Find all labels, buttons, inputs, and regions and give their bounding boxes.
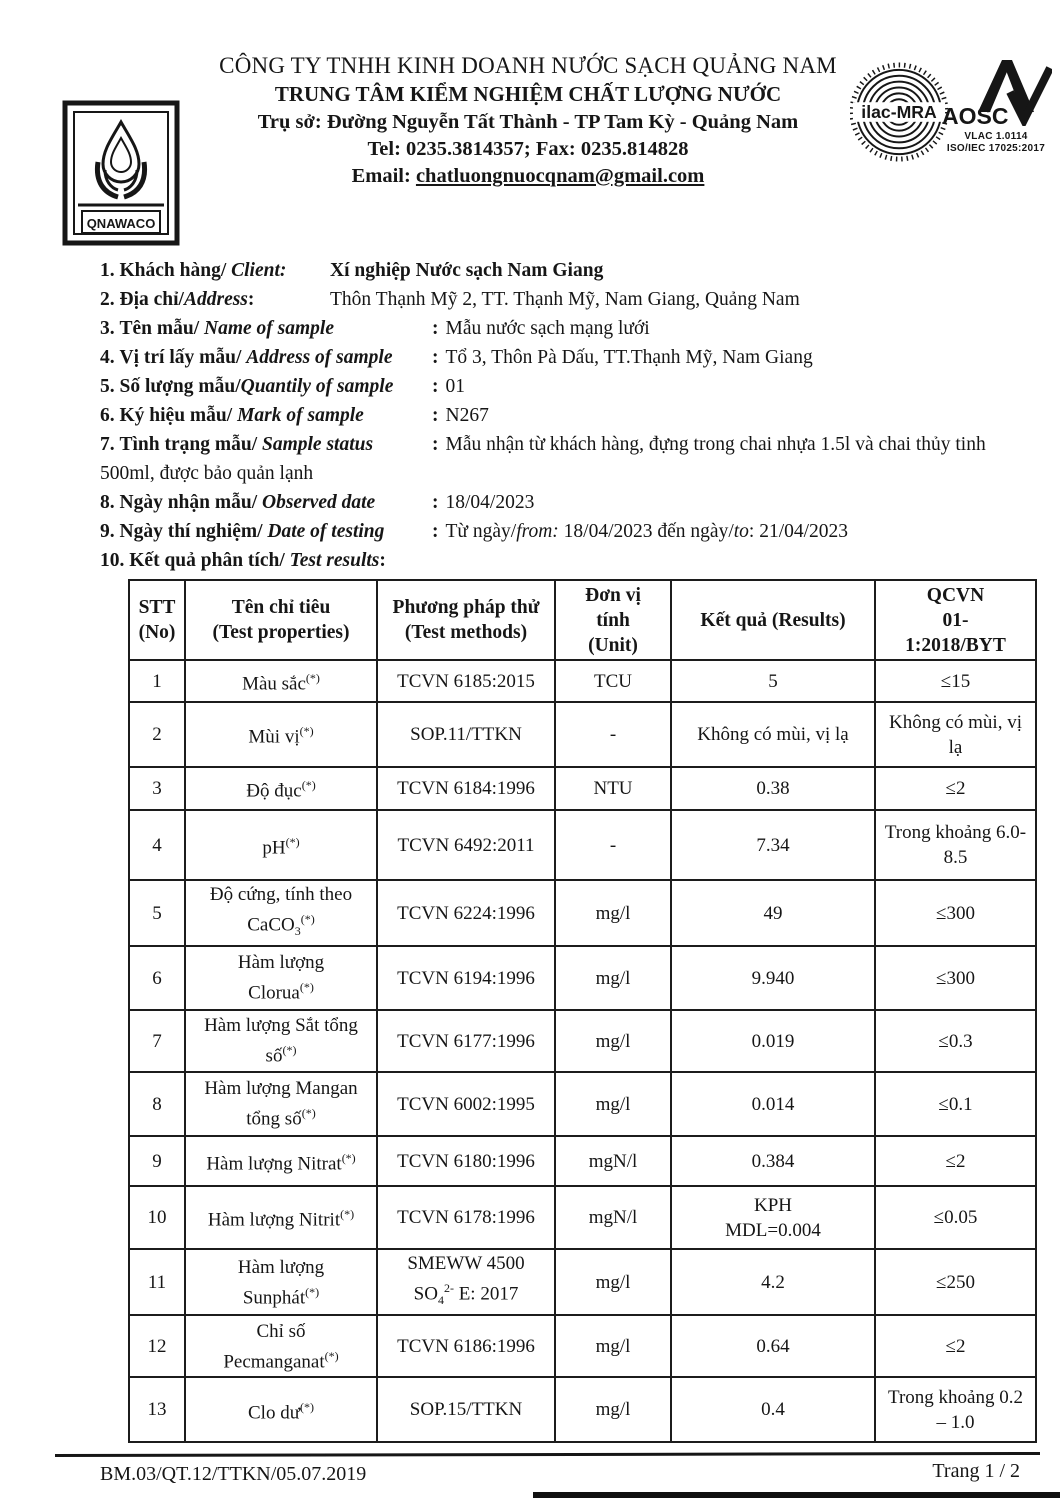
email-link[interactable]: chatluongnuocqnam@gmail.com [415,164,705,187]
cell-result: 0.019 [671,1010,875,1072]
cell-result: 5 [671,660,875,702]
email-label: Email: [351,164,411,187]
cell-limit: ≤250 [875,1249,1036,1315]
info-label-vi: Tình trạng mẫu/ [119,434,258,455]
table-row [129,1010,1036,1072]
aosc-iso-standard: ISO/IEC 17025:2017 [946,143,1046,154]
cell-unit: - [555,810,671,880]
info-label-en: Observed date [262,492,376,513]
cell-no: 6 [129,946,185,1010]
cell-property: Hàm lượng Nitrat(*) [185,1136,377,1186]
letterhead [0,0,1060,252]
cell-result: 0.4 [671,1377,875,1442]
qnawaco-logo-text: QNAWACO [86,216,156,231]
cell-method: TCVN 6492:2011 [377,810,555,880]
cell-method: SOP.15/TTKN [377,1377,555,1442]
col-header-property: Tên chỉ tiêu (Test properties) [185,580,377,660]
ilac-mra-logo [850,62,948,169]
info-label-vi: Kết quả phân tích/ [129,550,285,571]
info-row-sample-mark: 6. Ký hiệu mẫu/ Mark of sample : N267 [100,405,489,426]
info-label-vi: Tên mẫu/ [119,318,200,339]
info-value: N267 [445,405,489,426]
info-row-sample-name: 3. Tên mẫu/ Name of sample : Mẫu nước sạch mạng lưới [100,318,650,339]
info-label-vi: Số lượng mẫu/ [119,376,241,397]
info-label-vi: Ngày thí nghiệm/ [119,521,263,542]
info-label-en: Quantily of sample [240,376,394,397]
col-header-qcvn: QCVN 01- 1:2018/BYT [875,580,1036,660]
cell-result: 0.38 [671,767,875,810]
cell-result: 49 [671,880,875,946]
col-header-stt: STT (No) [129,580,185,660]
cell-property: Hàm lượng Clorua(*) [185,946,377,1010]
info-number: 5. [100,376,115,397]
table-row [129,1186,1036,1249]
info-row-sample-status: 7. Tình trạng mẫu/ Sample status : Mẫu nhận từ khách hàng, đựng trong chai nhựa 1.5l và chai thủy tinh 500ml, được bảo quản lạnh [100,434,986,484]
info-value: Tổ 3, Thôn Pà Dấu, TT.Thạnh Mỹ, Nam Giang [445,347,813,368]
info-number: 8. [100,492,115,513]
info-number: 3. [100,318,115,339]
cell-no: 13 [129,1377,185,1442]
cell-unit: mg/l [555,946,671,1010]
aosc-accreditation-code: VLAC 1.0114 [964,131,1028,142]
cell-result: 0.64 [671,1315,875,1377]
cell-limit: ≤0.1 [875,1072,1036,1136]
info-label-en: Name of sample [204,318,334,339]
cell-method: SMEWW 4500 $SO_4^{2-}$ E: 2017 [377,1249,555,1315]
info-label-vi: Địa chỉ/ [119,289,184,310]
cell-method: TCVN 6178:1996 [377,1186,555,1249]
table-row [129,1377,1036,1442]
cell-method: TCVN 6184:1996 [377,767,555,810]
cell-property: Hàm lượng Nitrit(*) [185,1186,377,1249]
cell-no: 3 [129,767,185,810]
cell-property: Hàm lượng Mangan tổng số(*) [185,1072,377,1136]
cell-unit: - [555,702,671,767]
ilac-mra-icon [850,62,948,164]
cell-property: Mùi vị(*) [185,702,377,767]
cell-property: Độ đục(*) [185,767,377,810]
info-row-testing-date: 9. Ngày thí nghiệm/ Date of testing : Từ ngày/from: 18/04/2023 đến ngày/to: 21/04/2023 [100,521,849,542]
cell-method: SOP.11/TTKN [377,702,555,767]
cell-method: TCVN 6194:1996 [377,946,555,1010]
ilac-mra-text: ilac-MRA [861,101,937,122]
info-label-vi: Ngày nhận mẫu/ [119,492,258,513]
col-header-unit: Đơn vị tính (Unit) [555,580,671,660]
letterhead-text [178,52,878,189]
cell-unit: mg/l [555,1010,671,1072]
cell-no: 10 [129,1186,185,1249]
col-header-result: Kết quả (Results) [671,580,875,660]
cell-no: 8 [129,1072,185,1136]
info-value: Xí nghiệp Nước sạch Nam Giang [330,260,604,281]
test-results-table [128,579,1037,1443]
cell-limit: ≤300 [875,880,1036,946]
info-row-client [100,256,1002,285]
cell-property: pH(*) [185,810,377,880]
footer-divider [55,1452,1040,1457]
cell-result: 0.014 [671,1072,875,1136]
company-name: CÔNG TY TNHH KINH DOANH NƯỚC SẠCH QUẢNG NAM [219,53,837,78]
center-name: TRUNG TÂM KIỂM NGHIỆM CHẤT LƯỢNG NƯỚC [274,82,782,107]
info-number: 1. [100,260,115,281]
cell-unit: NTU [555,767,671,810]
cell-unit: mg/l [555,1249,671,1315]
cell-property: Màu sắc(*) [185,660,377,702]
section-heading-test-results: 10. Kết quả phân tích/ Test results: [100,550,386,571]
info-label-en: Address [183,289,248,310]
cell-limit: ≤300 [875,946,1036,1010]
table-row [129,702,1036,767]
cell-property: Hàm lượng Sắt tổng số(*) [185,1010,377,1072]
info-number: 6. [100,405,115,426]
aosc-triangle-check-icon [940,56,1052,126]
cell-result: Không có mùi, vị lạ [671,702,875,767]
col-header-method: Phương pháp thử (Test methods) [377,580,555,660]
scan-artifact-bar [533,1492,1060,1498]
table-row [129,1249,1036,1315]
cell-method: TCVN 6224:1996 [377,880,555,946]
email-line [178,164,878,189]
tel-fax-line: Tel: 0235.3814357; Fax: 0235.814828 [367,137,689,160]
qnawaco-logo [62,100,180,251]
table-row [129,660,1036,702]
cell-method: TCVN 6180:1996 [377,1136,555,1186]
cell-method: TCVN 6186:1996 [377,1315,555,1377]
cell-method: TCVN 6002:1995 [377,1072,555,1136]
table-row [129,880,1036,946]
aosc-logo [938,56,1054,155]
info-label-en: Date of testing [267,521,385,542]
info-label-en: Test results [289,550,380,571]
info-label-en: Address of sample [246,347,393,368]
cell-limit: Trong khoảng 0.2 – 1.0 [875,1377,1036,1442]
cell-limit: Trong khoảng 6.0-8.5 [875,810,1036,880]
info-row-sample-quantity: 5. Số lượng mẫu/Quantily of sample : 01 [100,376,465,397]
info-number: 2. [100,289,115,310]
cell-limit: ≤2 [875,767,1036,810]
cell-limit: ≤15 [875,660,1036,702]
cell-limit: ≤2 [875,1136,1036,1186]
cell-unit: mg/l [555,1315,671,1377]
cell-method: TCVN 6185:2015 [377,660,555,702]
cell-result: 7.34 [671,810,875,880]
cell-unit: mg/l [555,1377,671,1442]
cell-no: 11 [129,1249,185,1315]
aosc-text: AOSC [942,103,1009,126]
cell-result: 0.384 [671,1136,875,1186]
table-row [129,946,1036,1010]
info-number: 4. [100,347,115,368]
cell-property: Clo dư(*) [185,1377,377,1442]
info-label-en: Client: [231,260,287,281]
info-label-vi: Ký hiệu mẫu/ [119,405,233,426]
cell-property: Hàm lượng Sunphát(*) [185,1249,377,1315]
info-label-en: Mark of sample [237,405,364,426]
info-row-sample-location: 4. Vị trí lấy mẫu/ Address of sample : Tổ 3, Thôn Pà Dấu, TT.Thạnh Mỹ, Nam Giang [100,347,813,368]
table-row [129,1136,1036,1186]
info-number: 7. [100,434,115,455]
info-value: Mẫu nước sạch mạng lưới [445,318,650,339]
cell-no: 7 [129,1010,185,1072]
cell-limit: Không có mùi, vị lạ [875,702,1036,767]
info-value: 18/04/2023 [445,492,535,513]
cell-unit: mgN/l [555,1186,671,1249]
cell-unit: mg/l [555,1072,671,1136]
cell-unit: mg/l [555,880,671,946]
info-label-vi: Vị trí lấy mẫu/ [119,347,242,368]
info-row-received-date: 8. Ngày nhận mẫu/ Observed date : 18/04/2023 [100,492,535,513]
cell-result: 9.940 [671,946,875,1010]
footer-form-code: BM.03/QT.12/TTKN/05.07.2019 [100,1463,367,1485]
info-row-address: 2. Địa chỉ/Address: Thôn Thạnh Mỹ 2, TT. Thạnh Mỹ, Nam Giang, Quảng Nam [100,289,800,310]
cell-unit: mgN/l [555,1136,671,1186]
info-label-vi: Khách hàng/ [119,260,227,281]
table-row [129,1072,1036,1136]
cell-property: Độ cứng, tính theo CaCO$_3$(*) [185,880,377,946]
info-value: 01 [445,376,465,397]
cell-no: 1 [129,660,185,702]
cell-limit: ≤0.05 [875,1186,1036,1249]
table-row [129,767,1036,810]
info-number: 10. [100,550,125,571]
info-number: 9. [100,521,115,542]
info-value: Thôn Thạnh Mỹ 2, TT. Thạnh Mỹ, Nam Giang, Quảng Nam [330,289,800,310]
cell-limit: ≤0.3 [875,1010,1036,1072]
info-value: Mẫu nhận từ khách hàng, đựng trong chai nhựa 1.5l và chai thủy tinh 500ml, được bảo quản lạnh [100,434,986,484]
footer-page-number: Trang 1 / 2 [932,1460,1020,1482]
cell-result: KPH MDL=0.004 [671,1186,875,1249]
table-row [129,1315,1036,1377]
cell-no: 12 [129,1315,185,1377]
cell-limit: ≤2 [875,1315,1036,1377]
cell-unit: TCU [555,660,671,702]
cell-no: 4 [129,810,185,880]
qnawaco-stamp-icon [62,100,180,246]
cell-method: TCVN 6177:1996 [377,1010,555,1072]
table-row [129,810,1036,880]
table-header-row [129,580,1036,660]
cell-result: 4.2 [671,1249,875,1315]
cell-property: Chỉ số Pecmanganat(*) [185,1315,377,1377]
info-label-en: Sample status [262,434,374,455]
sample-info-list [100,256,1002,575]
head-office-address: Trụ sở: Đường Nguyễn Tất Thành - TP Tam Kỳ - Quảng Nam [257,110,799,133]
cell-no: 5 [129,880,185,946]
cell-no: 2 [129,702,185,767]
cell-no: 9 [129,1136,185,1186]
